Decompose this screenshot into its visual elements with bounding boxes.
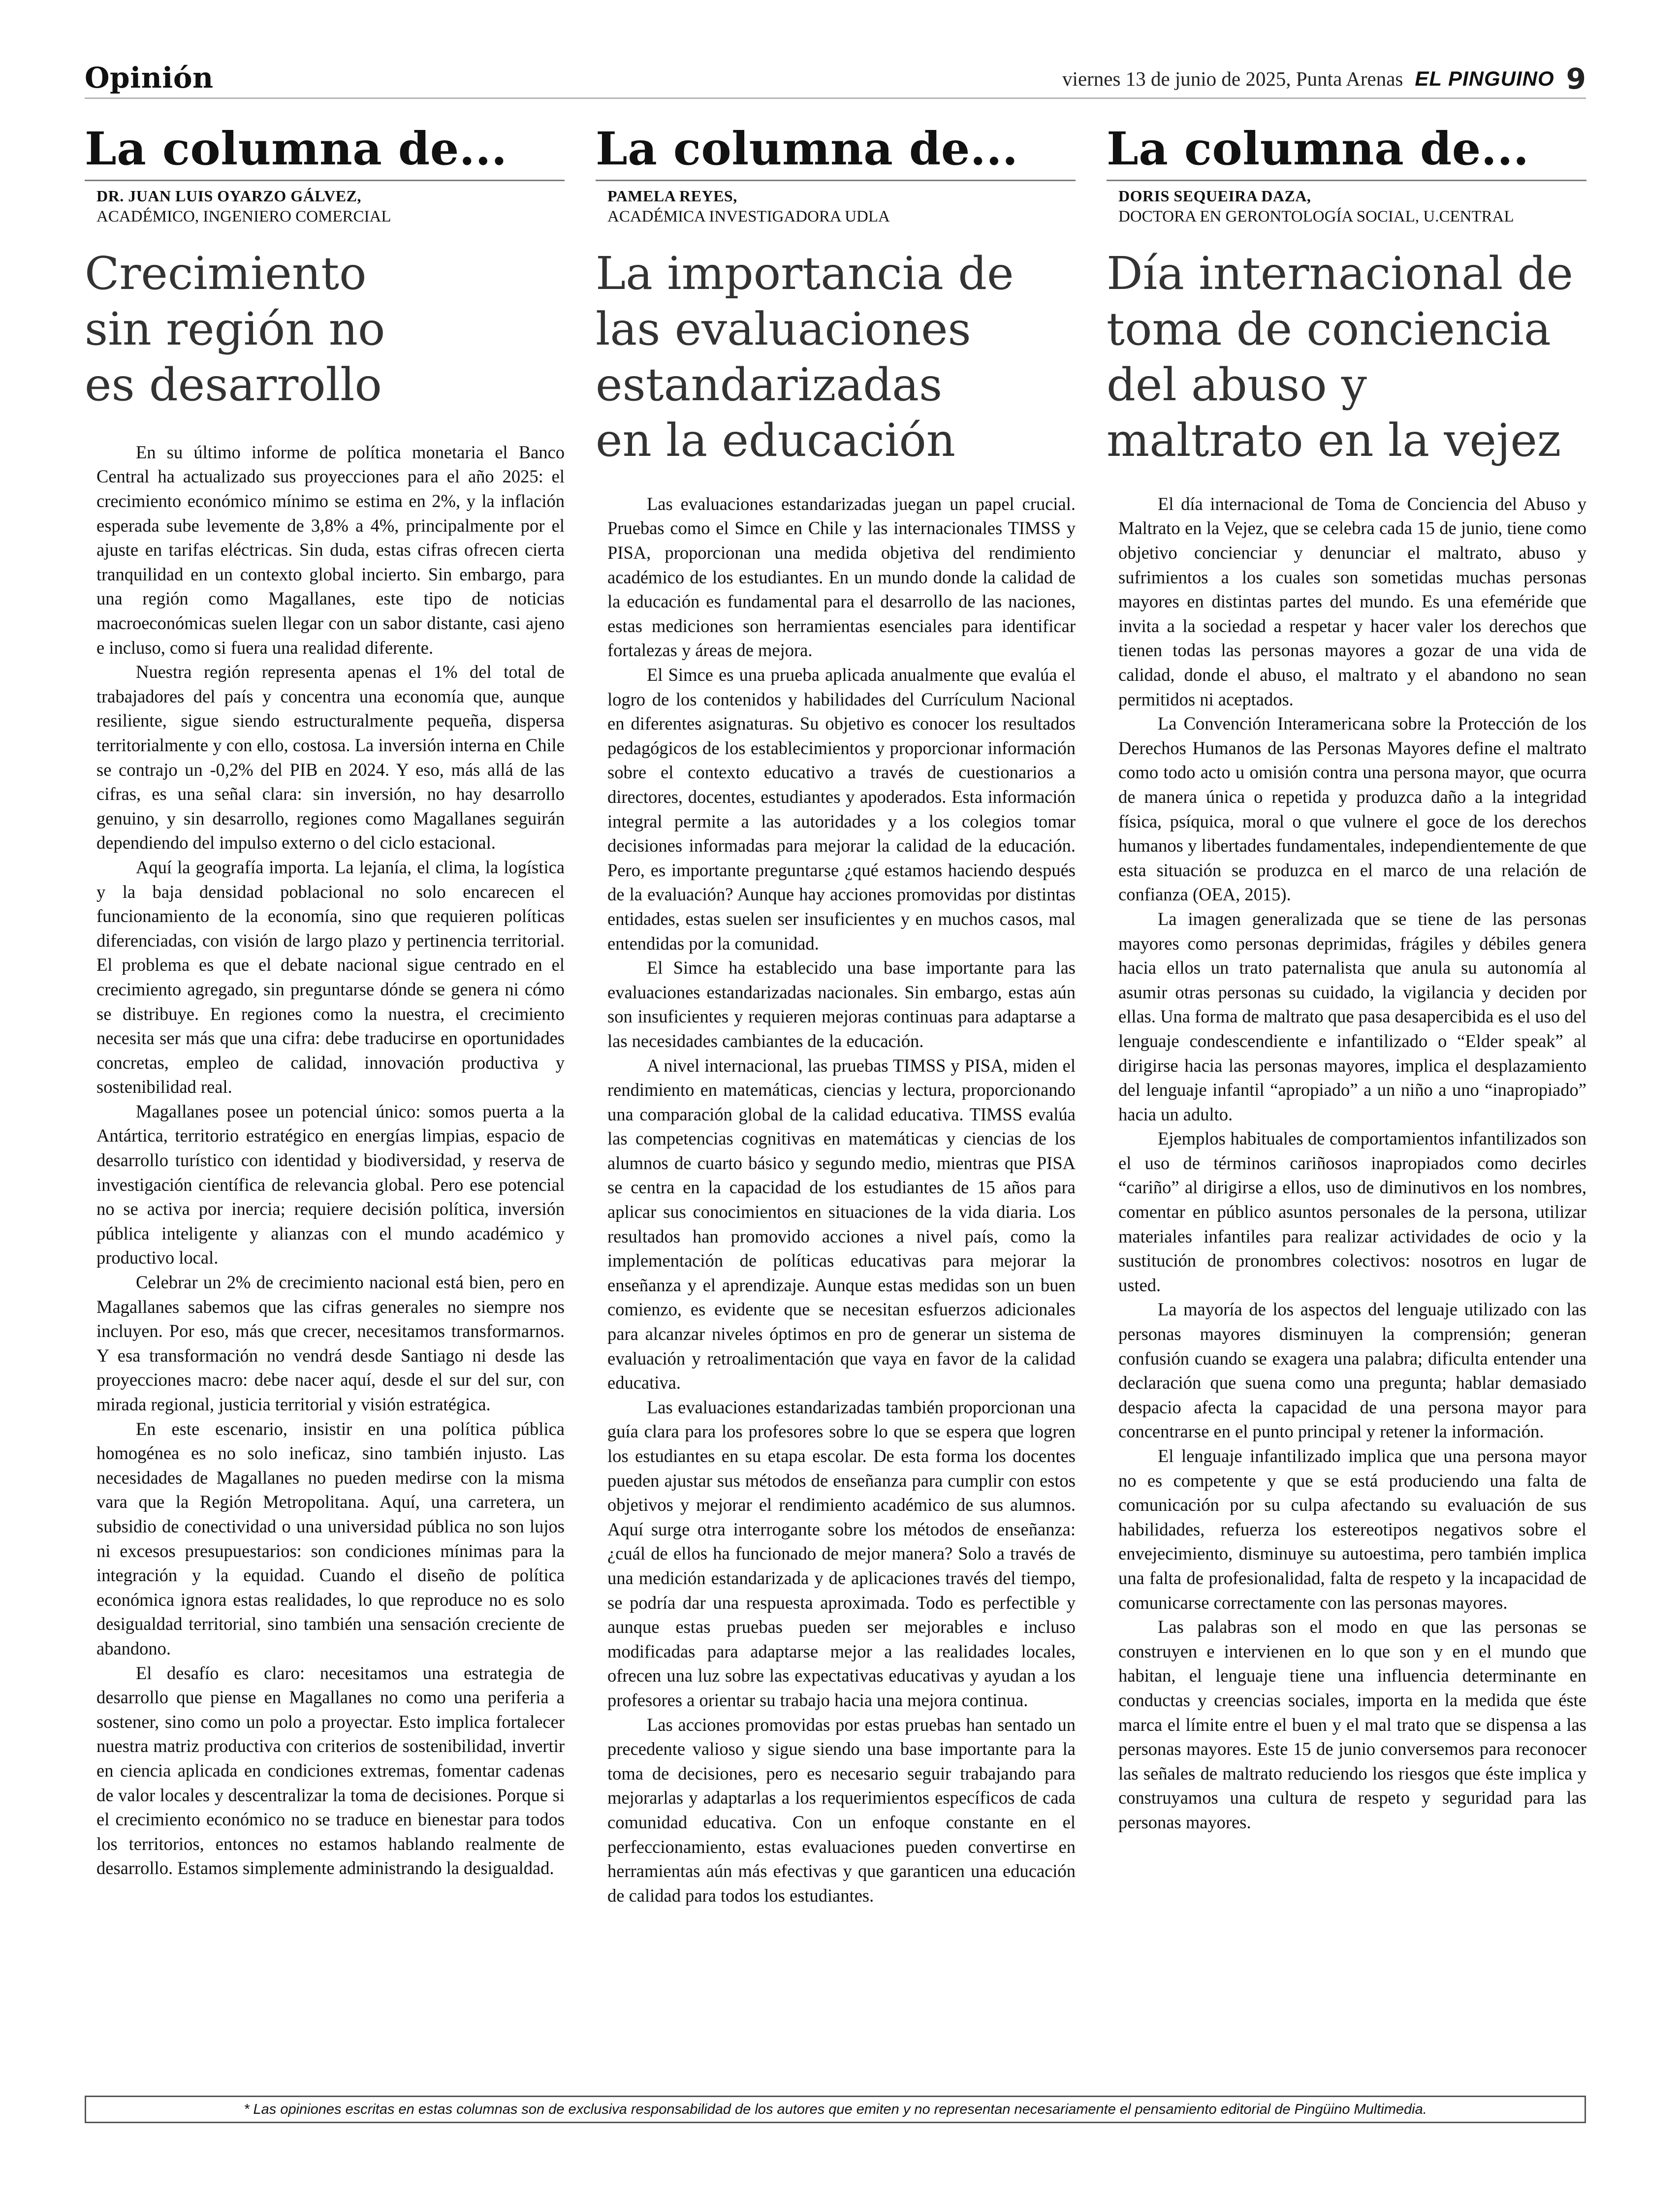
body-paragraph: En su último informe de política monetaria el Banco Central ha actualizado sus proyecciones para el año 2025: el crecimiento económico mínimo se estima en 2%, y la inflación esperada sube levemente de 3,8% a 4%, principalmente por el ajuste en tarifas eléctricas. Sin duda, estas cifras ofrecen cierta tranquilidad en un contexto global incierto. Sin embargo, para una región como Magallanes, este tipo de noticias macroeconómicas suelen llegar con un sabor distante, casi ajeno e incluso, como si fuera una realidad diferente. <box>96 442 565 658</box>
author-block <box>1107 186 1586 227</box>
title-line: La importancia de <box>596 247 1014 300</box>
title-line: sin región no <box>85 302 385 355</box>
body-paragraph: La imagen generalizada que se tiene de las personas mayores como personas deprimidas, frágiles y débiles genera hacia ellos un trato paternalista que anula su autonomía al asumir otras personas su cuidado, la vigilancia y deciden por ellas. Una forma de maltrato que pasa desapercibida es el uso del lenguaje condescendiente e infantilizado o “Elder speak” al dirigirse hacia las personas mayores, implica el desplazamiento del lenguaje infantil “apropiado” a un niño a uno “inapropiado” hacia un adulto. <box>1118 908 1586 1124</box>
article-body <box>596 492 1076 1908</box>
section-name: Opinión <box>85 61 214 95</box>
header-right <box>1062 62 1586 96</box>
body-paragraph: Las evaluaciones estandarizadas también proporcionan una guía clara para los profesores sobre lo que se espera que logren los estudiantes en su etapa escolar. De esta forma los docentes pueden ajustar sus métodos de enseñanza para cumplir con estos objetivos y mejorar el rendimiento académico de sus alumnos. Aquí surge otra interrogante sobre los métodos de enseñanza: ¿cuál de ellos ha funcionado de mejor manera? Solo a través de una medición estandarizada y de aplicaciones través del tiempo, se podría dar una respuesta aproximada. Todo es perfectible y aunque estas pruebas pueden ser mejorables e incluso modificadas para adaptarse mejor a las realidades locales, ofrecen una luz sobre las expectativas educativas y ayudan a los profesores a orientar su trabajo hacia una mejora continua. <box>607 1397 1076 1710</box>
body-paragraph: Celebrar un 2% de crecimiento nacional está bien, pero en Magallanes sabemos que las cifras generales no siempre nos incluyen. Por eso, más que crecer, necesitamos transformarnos. Y esa transformación no vendrá desde Santiago ni desde las proyecciones macro: debe nacer aquí, desde el sur del sur, con mirada regional, justicia territorial y visión estratégica. <box>96 1272 565 1415</box>
author-name: DR. JUAN LUIS OYARZO GÁLVEZ, <box>96 187 361 205</box>
author-block <box>596 186 1076 227</box>
article-body <box>85 440 565 1880</box>
opinion-column-3 <box>1107 122 1586 1835</box>
title-line: es desarrollo <box>85 358 382 411</box>
title-line: las evaluaciones <box>596 302 971 355</box>
body-paragraph: Las palabras son el modo en que las personas se construyen e intervienen en lo que son y en el mundo que habitan, el lenguaje tiene una influencia determinante en conductas y creencias sociales, importa en la medida que éste marca el límite entre el buen y el mal trato que se dispensa a las personas mayores. Este 15 de junio conversemos para reconocer las señales de maltrato reduciendo los riesgos que éste implica y construyamos una cultura de respeto y seguridad para las personas mayores. <box>1118 1617 1586 1832</box>
body-paragraph: Magallanes posee un potencial único: somos puerta a la Antártica, territorio estratégico en energías limpias, espacio de desarrollo turístico con identidad y biodiversidad, y reserva de investigación científica de relevancia global. Pero ese potencial no se activa por inercia; requiere decisión política, inversión pública inteligente y alianzas con el mundo académico y productivo local. <box>96 1101 565 1268</box>
disclaimer-box <box>85 2096 1586 2123</box>
body-paragraph: A nivel internacional, las pruebas TIMSS y PISA, miden el rendimiento en matemáticas, ciencias y lectura, proporcionando una comparación global de la calidad educativa. TIMSS evalúa las competencias cognitivas en matemáticas y ciencias de los alumnos de cuarto básico y segundo medio, mientras que PISA se centra en la capacidad de los estudiantes de 15 años para aplicar sus conocimientos en situaciones de la vida diaria. Los resultados han promovido acciones a nivel país, como la implementación de políticas educativas para mejorar la enseñanza y el aprendizaje. Aunque estas medidas son un buen comienzo, es evidente que se necesitan esfuerzos adicionales para alcanzar niveles óptimos en pro de generar un sistema de evaluación y retroalimentación que vaya en favor de la calidad educativa. <box>607 1055 1076 1393</box>
author-block <box>85 186 565 227</box>
body-paragraph: El lenguaje infantilizado implica que una persona mayor no es competente y que se está produciendo una falta de comunicación por su culpa afectando su evaluación de sus habilidades, refuerza los estereotipos negativos sobre el envejecimiento, disminuye su autoestima, pero también implica una falta de profesionalidad, falta de respeto y la incapacidad de comunicarse correctamente con las personas mayores. <box>1118 1446 1586 1613</box>
body-paragraph: La Convención Interamericana sobre la Protección de los Derechos Humanos de las Personas Mayores define el maltrato como todo acto u omisión contra una persona mayor, que ocurra de manera única o repetida y produzca daño a la integridad física, psíquica, moral o que vulnere el goce de los derechos humanos y libertades fundamentales, independientemente de que esta situación se produzca en el marco de una relación de confianza (OEA, 2015). <box>1118 713 1586 905</box>
title-line: Crecimiento <box>85 247 367 300</box>
opinion-column-2 <box>596 122 1076 1908</box>
title-line: del abuso y <box>1107 358 1367 411</box>
column-kicker: La columna de... <box>85 126 565 181</box>
author-role: DOCTORA EN GERONTOLOGÍA SOCIAL, U.CENTRAL <box>1118 207 1514 225</box>
body-paragraph: Las acciones promovidas por estas pruebas han sentado un precedente valioso y sigue siendo una base importante para la toma de decisiones, pero es necesario seguir trabajando para mejorarlas y adaptarlas a los requerimientos específicos de cada comunidad educativa. Con un enfoque constante en el perfeccionamiento, estas evaluaciones pueden convertirse en herramientas aún más efectivas y que garanticen una educación de calidad para todos los estudiantes. <box>607 1714 1076 1906</box>
page-header <box>85 58 1586 99</box>
newspaper-logo: EL PINGUINO <box>1415 67 1554 90</box>
issue-date: viernes 13 de junio de 2025, Punta Arenas <box>1062 67 1403 90</box>
column-kicker: La columna de... <box>1107 126 1586 181</box>
author-name: DORIS SEQUEIRA DAZA, <box>1118 187 1311 205</box>
body-paragraph: El desafío es claro: necesitamos una estrategia de desarrollo que piense en Magallanes no como una periferia a sostener, sino como un polo a proyectar. Esto implica fortalecer nuestra matriz productiva con criterios de sostenibilidad, invertir en ciencia aplicada en condiciones extremas, fomentar cadenas de valor locales y descentralizar la toma de decisiones. Porque si el crecimiento económico no se traduce en bienestar para todos los territorios, entonces no estamos hablando realmente de desarrollo. Estamos simplemente administrando la desigualdad. <box>96 1662 565 1879</box>
article-title <box>85 246 565 413</box>
body-paragraph: La mayoría de los aspectos del lenguaje utilizado con las personas mayores disminuyen la comprensión; generan confusión cuando se exagera una palabra; dificulta entender una declaración que suena como una pregunta; hablar demasiado despacio afecta la capacidad de una persona mayor para concentrarse en el punto principal y retener la información. <box>1118 1299 1586 1442</box>
opinion-column-1 <box>85 122 565 1880</box>
author-role: ACADÉMICA INVESTIGADORA UDLA <box>607 207 890 225</box>
article-title <box>596 246 1076 468</box>
title-line: en la educación <box>596 414 956 467</box>
body-paragraph: En este escenario, insistir en una política pública homogénea es no solo ineficaz, sino también injusto. Las necesidades de Magallanes no pueden medirse con la misma vara que la Región Metropolitana. Aquí, una carretera, un subsidio de conectividad o una universidad pública no son lujos ni excesos presupuestarios: son condiciones mínimas para la integración y la equidad. Cuando el diseño de política económica ignora estas realidades, lo que reproduce no es solo desigualdad territorial, sino también una sensación creciente de abandono. <box>96 1418 565 1658</box>
body-paragraph: El Simce ha establecido una base importante para las evaluaciones estandarizadas nacionales. Sin embargo, estas aún son insuficientes y requieren mejoras continuas para adaptarse a las necesidades cambiantes de la educación. <box>607 957 1076 1051</box>
body-paragraph: Nuestra región representa apenas el 1% del total de trabajadores del país y concentra una economía que, aunque resiliente, sigue siendo estructuralmente pequeña, dispersa territorialmente y con ello, costosa. La inversión interna en Chile se contrajo un -0,2% del PIB en 2024. Y eso, más allá de las cifras, es una señal clara: sin inversión, no hay desarrollo genuino, y sin desarrollo, regiones como Magallanes seguirán dependiendo del impulso externo o del ciclo estacional. <box>96 662 565 853</box>
body-paragraph: Ejemplos habituales de comportamientos infantilizados son el uso de términos cariñosos inapropiados como decirles “cariño” al dirigirse a ellos, uso de diminutivos en los nombres, comentar en público asuntos personales de la persona, utilizar materiales infantiles para realizar actividades de ocio y la sustitución de pronombres colectivos: nosotros en lugar de usted. <box>1118 1128 1586 1295</box>
body-paragraph: El Simce es una prueba aplicada anualmente que evalúa el logro de los contenidos y habilidades del Currículum Nacional en diferentes asignaturas. Su objetivo es conocer los resultados pedagógicos de los establecimientos y proporcionar información sobre el contexto educativo a través de cuestionarios a directores, docentes, estudiantes y apoderados. Esta información integral permite a las autoridades y a los colegios tomar decisiones informadas para mejorar la calidad de la educación. Pero, es importante preguntarse ¿qué estamos haciendo después de la evaluación? Aunque hay acciones promovidas por distintas entidades, estas suelen ser insuficientes y en muchos casos, mal entendidas por la comunidad. <box>607 665 1076 954</box>
body-paragraph: Aquí la geografía importa. La lejanía, el clima, la logística y la baja densidad poblacional no solo encarecen el funcionamiento de la economía, sino que requieren políticas diferenciadas, con visión de largo plazo y pertinencia territorial. El problema es que el debate nacional sigue centrado en el crecimiento agregado, sin preguntarse dónde se genera ni cómo se distribuye. En regiones como la nuestra, el crecimiento necesita ser más que una cifra: debe traducirse en oportunidades concretas, empleo de calidad, innovación productiva y sostenibilidad real. <box>96 857 565 1097</box>
article-title <box>1107 246 1586 468</box>
disclaimer-text: * Las opiniones escritas en estas columnas son de exclusiva responsabilidad de los autores que emiten y no representan necesariamente el pensamiento editorial de Pingüino Multimedia. <box>244 2101 1427 2117</box>
article-body <box>1107 492 1586 1835</box>
author-role: ACADÉMICO, INGENIERO COMERCIAL <box>96 207 391 225</box>
column-kicker: La columna de... <box>596 126 1076 181</box>
body-paragraph: El día internacional de Toma de Conciencia del Abuso y Maltrato en la Vejez, que se celebra cada 15 de junio, tiene como objetivo concienciar y denunciar el maltrato, abuso y sufrimientos a los cuales son sometidas muchas personas mayores en distintas partes del mundo. Es una efeméride que invita a la sociedad a respetar y hacer valer los derechos que tienen todas las personas mayores a gozar de una vida de calidad, donde el abuso, el maltrato y el abandono no sean permitidos ni aceptados. <box>1118 493 1586 709</box>
title-line: Día internacional de <box>1107 247 1573 300</box>
author-name: PAMELA REYES, <box>607 187 737 205</box>
title-line: maltrato en la vejez <box>1107 414 1561 467</box>
page-number: 9 <box>1566 62 1586 96</box>
title-line: estandarizadas <box>596 358 943 411</box>
body-paragraph: Las evaluaciones estandarizadas juegan un papel crucial. Pruebas como el Simce en Chile y las internacionales TIMSS y PISA, proporcionan una medida objetiva del rendimiento académico de los estudiantes. En un mundo donde la calidad de la educación es fundamental para el desarrollo de las naciones, estas mediciones son herramientas esenciales para identificar fortalezas y áreas de mejora. <box>607 493 1076 661</box>
title-line: toma de conciencia <box>1107 302 1551 355</box>
